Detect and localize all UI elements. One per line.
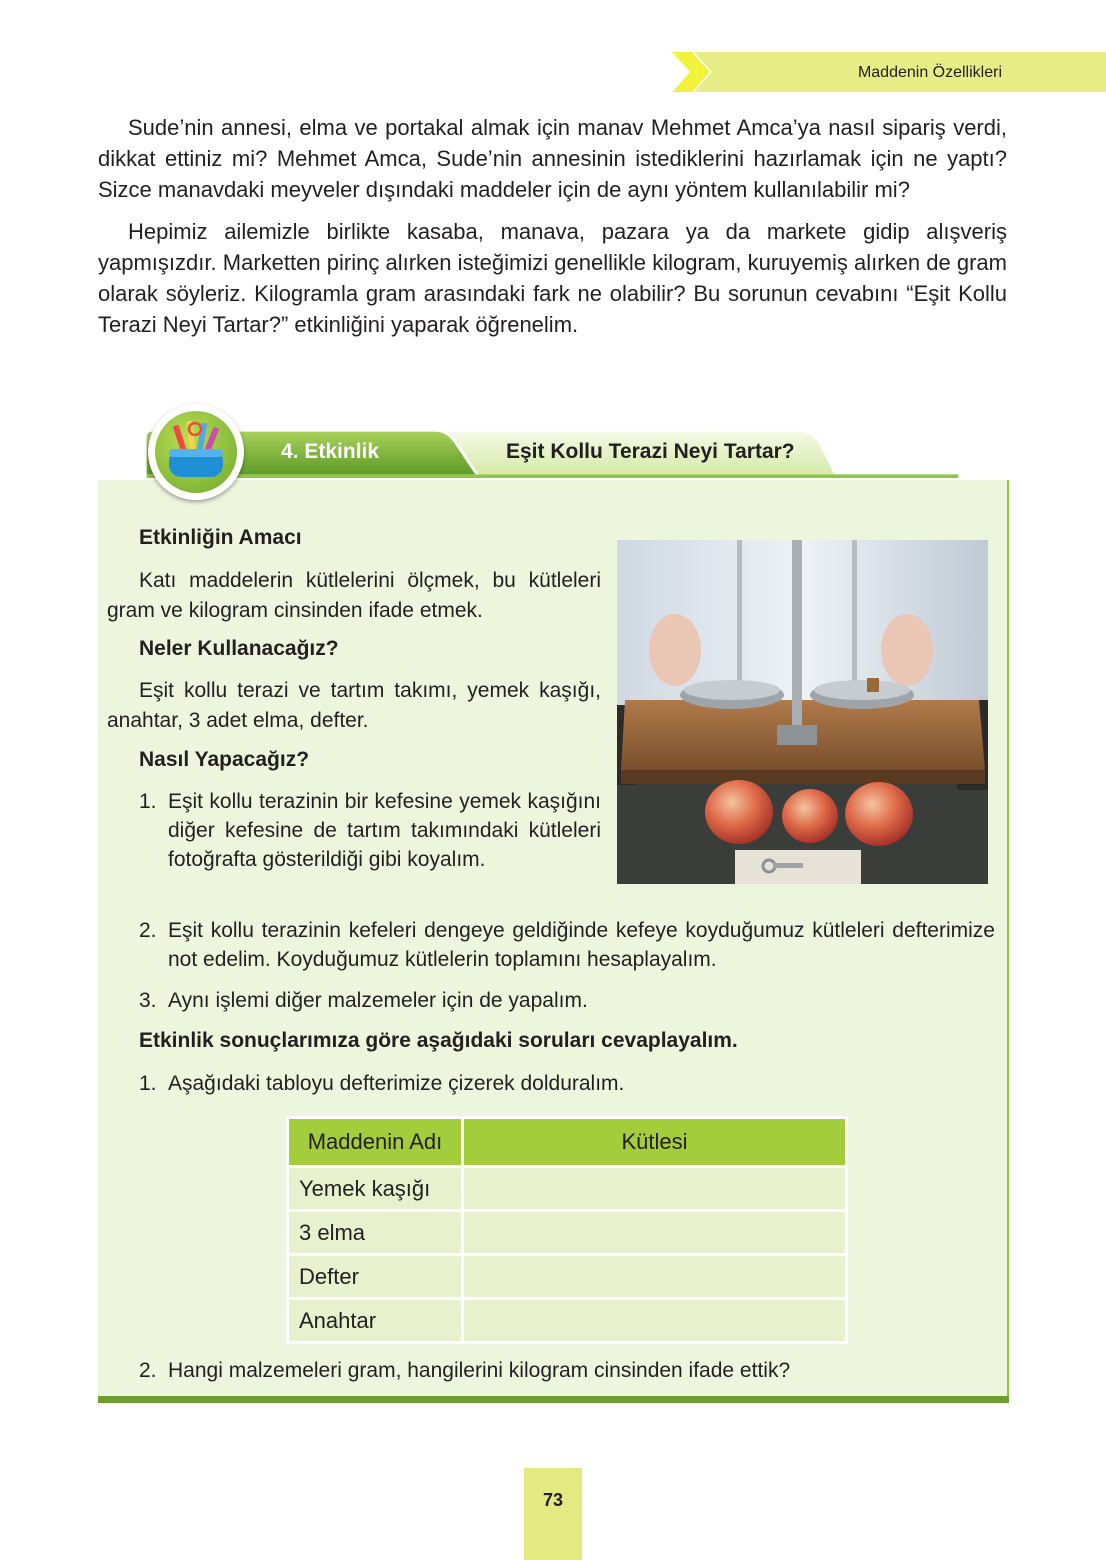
question-number: 2. <box>139 1359 157 1382</box>
table-cell: Yemek kaşığı <box>288 1167 463 1211</box>
question-item <box>139 1356 995 1385</box>
materials-text: Eşit kollu terazi ve tartım takımı, yemek kaşığı, anahtar, 3 adet elma, defter. <box>107 679 601 732</box>
aim-text: Katı maddelerin kütlelerini ölçmek, bu kütleleri gram ve kilogram cinsinden ifade etmek. <box>107 569 601 622</box>
table-row <box>288 1255 847 1299</box>
question-item <box>139 1069 995 1098</box>
table-header-row <box>288 1118 847 1167</box>
mass-table <box>286 1116 848 1344</box>
table-row <box>288 1167 847 1211</box>
step-item <box>139 787 601 874</box>
intro-paragraph-1: Sude’nin annesi, elma ve portakal almak için manav Mehmet Amca’ya nasıl sipariş verdi, dikkat ettiniz mi? Mehmet Amca, Sude’nin annesinin istediklerini hazırlamak için ne yaptı? Sizce manavdaki meyveler dışındaki maddeler için de aynı yöntem kullanılabilir mi? <box>98 115 1007 202</box>
table-cell <box>463 1211 847 1255</box>
activity-panel-bottom-border <box>98 1396 1009 1403</box>
materials-heading: Neler Kullanacağız? <box>139 637 339 660</box>
page-number: 73 <box>542 1490 564 1510</box>
section-title: Maddenin Özellikleri <box>857 64 1002 81</box>
table-cell: Anahtar <box>288 1299 463 1343</box>
step-item <box>139 986 995 1015</box>
step-number: 2. <box>139 919 157 942</box>
step-item <box>139 916 995 974</box>
page-number-box <box>524 1468 582 1560</box>
table-header-cell: Maddenin Adı <box>288 1118 463 1167</box>
table-cell <box>463 1299 847 1343</box>
balance-scale-photo <box>617 540 988 884</box>
table-cell: Defter <box>288 1255 463 1299</box>
step-text: Aynı işlemi diğer malzemeler için de yapalım. <box>168 989 588 1012</box>
activity-badge <box>148 404 244 500</box>
pencil-case-icon <box>155 411 237 493</box>
table-header-cell: Kütlesi <box>463 1118 847 1167</box>
question-text: Hangi malzemeleri gram, hangilerini kilogram cinsinden ifade ettik? <box>168 1359 791 1382</box>
activity-title: Eşit Kollu Terazi Neyi Tartar? <box>506 440 795 463</box>
step-text: Eşit kollu terazinin kefeleri dengeye geldiğinde kefeye koyduğumuz kütleleri defterimize not edelim. Koyduğumuz kütlelerin toplamını hesaplayalım. <box>168 919 995 971</box>
step-number: 3. <box>139 989 157 1012</box>
procedure-heading: Nasıl Yapacağız? <box>139 748 310 771</box>
question-number: 1. <box>139 1072 157 1095</box>
step-number: 1. <box>139 790 157 813</box>
table-row <box>288 1211 847 1255</box>
table-row <box>288 1299 847 1343</box>
intro-paragraph-2: Hepimiz ailemizle birlikte kasaba, manava, pazara ya da markete gidip alışveriş yapmışızdır. Marketten pirinç alırken isteğimizi genellikle kilogram, kuruyemiş alırken de gram olarak söyleriz. Kilogramla gram arasındaki fark ne olabilir? Bu sorunun cevabını “Eşit Kollu Terazi Neyi Tartar?” etkinliğini yaparak öğrenelim. <box>98 219 1007 337</box>
table-cell <box>463 1255 847 1299</box>
intro-text <box>98 112 1007 351</box>
aim-heading: Etkinliğin Amacı <box>139 526 302 549</box>
table-cell: 3 elma <box>288 1211 463 1255</box>
results-heading: Etkinlik sonuçlarımıza göre aşağıdaki soruları cevaplayalım. <box>139 1029 738 1052</box>
question-text: Aşağıdaki tabloyu defterimize çizerek dolduralım. <box>168 1072 625 1095</box>
table-cell <box>463 1167 847 1211</box>
step-text: Eşit kollu terazinin bir kefesine yemek kaşığını diğer kefesine de tartım takımındaki kütleleri fotoğrafta gösterildiği gibi koyalım. <box>168 790 601 871</box>
activity-label: 4. Etkinlik <box>281 440 380 463</box>
